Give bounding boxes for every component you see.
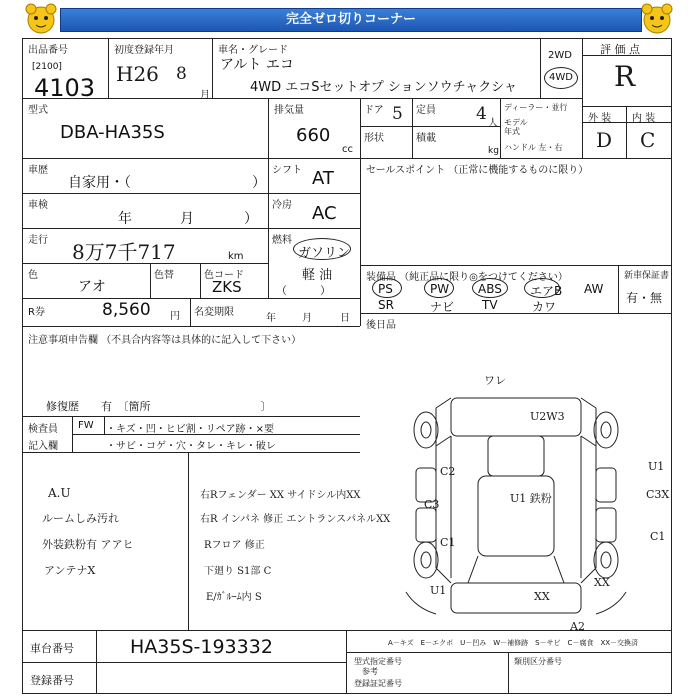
equip-sr: SR bbox=[378, 298, 394, 312]
diagram-mark-c1-left: C1 bbox=[440, 536, 456, 549]
first-reg-month-unit: 月 bbox=[200, 90, 210, 101]
mileage-unit: km bbox=[228, 251, 244, 262]
diagram-mark-c3x: C3X bbox=[646, 488, 670, 501]
remark-left-1: A.U bbox=[48, 486, 71, 500]
fuel-label: 燃料 bbox=[272, 235, 292, 246]
remark-left-2: ルームしみ汚れ bbox=[42, 512, 119, 525]
color-code-label: 色コード bbox=[204, 270, 244, 281]
equip-airbag: エアB bbox=[530, 284, 563, 298]
diagram-mark-u1-tetsu: U1 鉄粉 bbox=[510, 492, 552, 505]
remark-mid-3: Rフロア 修正 bbox=[204, 540, 265, 551]
aircon-label: 冷房 bbox=[272, 200, 292, 211]
car-name-value: アルト エコ bbox=[220, 57, 294, 73]
capacity-value: 4 bbox=[476, 104, 487, 124]
notes-label: 注意事項申告欄 （不具合内容等は具体的に記入して下さい） bbox=[28, 335, 302, 346]
equip-aw: AW bbox=[584, 282, 604, 296]
score-value: R bbox=[614, 60, 636, 93]
chassis-label: 車台番号 bbox=[30, 642, 74, 655]
mascot-right-icon bbox=[640, 2, 674, 36]
diagram-mark-u2w3: U2W3 bbox=[530, 410, 565, 423]
equip-leather: カワ bbox=[532, 300, 557, 314]
check-label-2: 記入欄 bbox=[28, 441, 58, 452]
model-value: DBA-HA35S bbox=[60, 122, 165, 143]
page-banner: 完全ゼロ切りコーナー bbox=[60, 8, 642, 32]
equip-abs: ABS bbox=[478, 282, 502, 296]
shift-label: シフト bbox=[272, 165, 302, 176]
color-label: 色 bbox=[28, 270, 38, 281]
inspection-close: ） bbox=[244, 211, 258, 227]
model-year-label: モデル 年式 bbox=[504, 118, 528, 136]
diagram-mark-crack: ワレ bbox=[484, 374, 506, 387]
transfer-day-unit: 日 bbox=[340, 313, 350, 324]
vehicle-use-close: ） bbox=[252, 175, 266, 191]
equip-tv: TV bbox=[482, 298, 498, 312]
remark-mid-5: E/ｶﾞﾙｰﾑ内 S bbox=[206, 592, 262, 603]
exterior-value: D bbox=[596, 128, 613, 152]
recycle-label: R券 bbox=[28, 307, 45, 318]
recycle-unit: 円 bbox=[170, 311, 180, 322]
drive-2wd-label: 2WD bbox=[548, 50, 572, 61]
mileage-label: 走行 bbox=[28, 235, 48, 246]
registration-label: 登録番号 bbox=[30, 674, 74, 687]
equip-ps-circle bbox=[372, 278, 402, 298]
transfer-month-unit: 月 bbox=[302, 313, 312, 324]
displacement-unit: cc bbox=[342, 144, 353, 155]
equip-pw-circle bbox=[424, 278, 454, 298]
diagram-mark-c2: C2 bbox=[440, 465, 456, 478]
color-change-label: 色替 bbox=[154, 270, 174, 281]
load-unit: kg bbox=[488, 146, 499, 156]
shift-value: AT bbox=[312, 168, 334, 189]
equipment-label: 装備品 （純正品に限り◎をつけてください） bbox=[366, 272, 568, 283]
model-label: 型式 bbox=[28, 105, 48, 116]
diagram-mark-xx-rear: XX bbox=[534, 590, 550, 603]
diagram-mark-a2: A2 bbox=[570, 620, 585, 633]
chassis-value: HA35S-193332 bbox=[130, 636, 273, 658]
equip-navi: ナビ bbox=[430, 300, 455, 314]
lot-label: 出品番号 bbox=[28, 45, 68, 56]
displacement-label: 排気量 bbox=[274, 105, 304, 116]
capacity-unit: 人 bbox=[488, 118, 498, 129]
legend-text: A－キズ E－エクボ U－凹み W－補修跡 S－サビ C－腐食 XX－交換済 bbox=[388, 639, 639, 647]
diagram-mark-xx-right: XX bbox=[594, 576, 610, 589]
first-reg-year: H26 bbox=[116, 62, 159, 86]
repair-history: 修復歴 有 〔箇所 〕 bbox=[46, 400, 272, 413]
exterior-label: 外 装 bbox=[588, 113, 612, 124]
doors-label: ドア bbox=[364, 105, 384, 116]
check-fw: FW bbox=[78, 420, 94, 431]
check-label-1: 検査員 bbox=[28, 424, 58, 435]
remark-mid-4: 下廻り S1部 C bbox=[204, 566, 272, 577]
remark-left-4: アンテナX bbox=[44, 564, 96, 577]
fuel-light-oil: 軽 油 bbox=[302, 268, 333, 283]
aircon-value: AC bbox=[312, 203, 337, 224]
remark-mid-2: 右R インパネ 修正 エントランスパネルXX bbox=[200, 514, 391, 525]
mileage-value: 8万7千717 bbox=[72, 240, 176, 264]
fuel-paren: （ ） bbox=[276, 284, 331, 297]
check-row-2: ・サビ・コゲ・穴・タレ・キレ・破レ bbox=[106, 441, 276, 452]
inspection-month-unit: 月 bbox=[180, 211, 194, 227]
car-grade-value: 4WD エコSセットオプ ションソウチャクシャ bbox=[250, 80, 517, 95]
diagram-mark-c1-right: C1 bbox=[650, 530, 666, 543]
equip-ps: PS bbox=[378, 282, 393, 296]
interior-value: C bbox=[640, 128, 656, 152]
remark-left-3: 外装鉄粉有 アアヒ bbox=[42, 538, 134, 551]
equip-abs-circle bbox=[472, 278, 508, 298]
check-row-1: ・キズ・凹・ヒビ割・リペア跡・×要 bbox=[106, 424, 274, 435]
first-reg-month: 8 bbox=[176, 64, 187, 84]
seal-ref: 参考 bbox=[362, 667, 378, 676]
color-value: アオ bbox=[78, 279, 106, 295]
equip-airbag-circle bbox=[524, 278, 563, 298]
fuel-gasoline-circle bbox=[293, 238, 351, 260]
remark-mid-1: 右Rフェンダー XX サイドシル内XX bbox=[200, 490, 361, 501]
shape-label: 形状 bbox=[364, 133, 384, 144]
diagram-mark-u1-left-bottom: U1 bbox=[430, 584, 447, 597]
class-label: 類別区分番号 bbox=[514, 657, 562, 666]
lot-number: 4103 bbox=[34, 74, 96, 102]
first-reg-label: 初度登録年月 bbox=[114, 45, 174, 56]
transfer-label: 名変期限 bbox=[194, 307, 234, 318]
displacement-value: 660 bbox=[296, 125, 331, 146]
fuel-gasoline: ガソリン bbox=[298, 246, 351, 261]
sales-point-label: セールスポイント （正常に機能するものに限り） bbox=[366, 165, 589, 176]
new-warranty-label: 新車保証書 bbox=[624, 271, 670, 281]
score-label: 評 価 点 bbox=[600, 43, 640, 56]
seal-label: 型式指定番号 bbox=[354, 657, 402, 666]
load-label: 積載 bbox=[416, 133, 436, 144]
interior-label: 内 装 bbox=[632, 113, 656, 124]
rear-seat-label: 後日品 bbox=[366, 320, 396, 331]
vehicle-use-value: 自家用・（ bbox=[68, 175, 131, 191]
transfer-year-unit: 年 bbox=[266, 313, 276, 324]
diagram-mark-u1-right-top: U1 bbox=[648, 460, 665, 473]
vehicle-use-label: 車歴 bbox=[28, 165, 48, 176]
doors-value: 5 bbox=[392, 104, 403, 124]
mascot-left-icon bbox=[24, 2, 58, 36]
color-code-value: ZKS bbox=[212, 278, 242, 296]
reg-cert-label: 登録証記番号 bbox=[354, 679, 402, 688]
new-warranty-value: 有・無 bbox=[626, 291, 663, 305]
diagram-mark-c3: C3 bbox=[424, 498, 440, 511]
lot-sub: [2100] bbox=[32, 62, 62, 72]
inspection-label: 車検 bbox=[28, 200, 48, 211]
equip-pw: PW bbox=[430, 282, 450, 296]
inspection-year-unit: 年 bbox=[118, 211, 132, 227]
capacity-label: 定員 bbox=[416, 105, 436, 116]
handle-label: ハンドル 左・右 bbox=[504, 143, 563, 152]
recycle-value: 8,560 bbox=[102, 300, 151, 320]
drive-4wd-label: 4WD bbox=[549, 72, 573, 83]
car-name-label: 車名・グレード bbox=[218, 45, 288, 56]
dealer-label: ディーラー・並行 bbox=[504, 103, 568, 112]
